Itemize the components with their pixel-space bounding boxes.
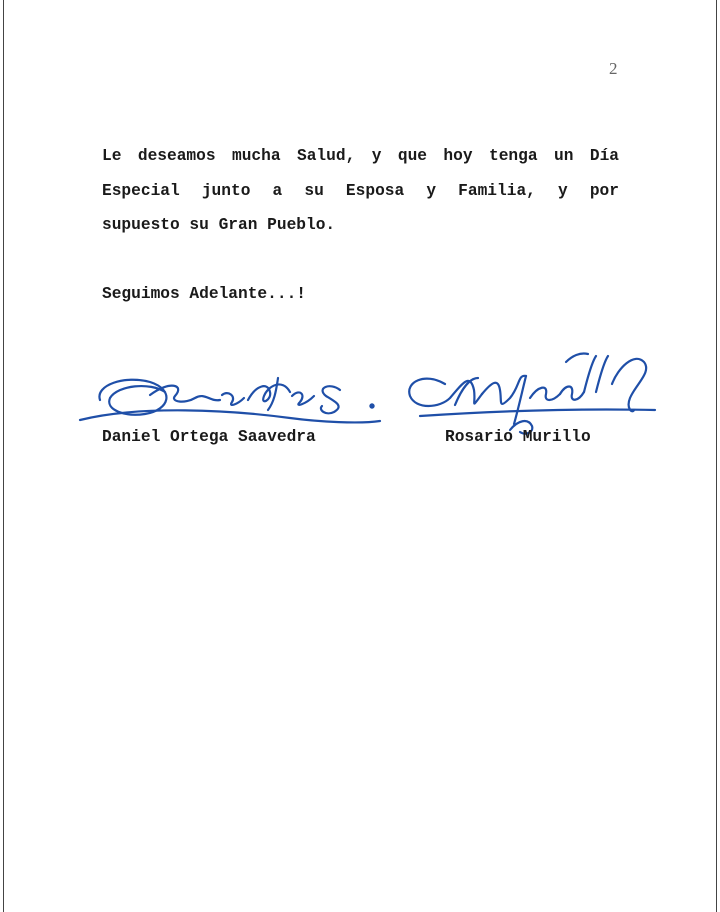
letter-paragraph-1 [102, 139, 619, 243]
paragraph-1-line-2: Especial junto a su Esposa y Familia, y por [102, 181, 619, 200]
page-number: 2 [609, 59, 618, 78]
paragraph-1-line-3: supuesto su Gran Pueblo. [102, 216, 336, 234]
signatory-name-daniel: Daniel Ortega Saavedra [102, 428, 316, 446]
paragraph-1-line-1: Le deseamos mucha Salud, y que hoy tenga un Día [102, 147, 619, 165]
letter-paragraph-2 [102, 277, 619, 312]
paragraph-2-line-1: Seguimos Adelante...! [102, 285, 306, 303]
document-page [3, 0, 717, 912]
signatory-name-rosario: Rosario Murillo [445, 428, 591, 446]
